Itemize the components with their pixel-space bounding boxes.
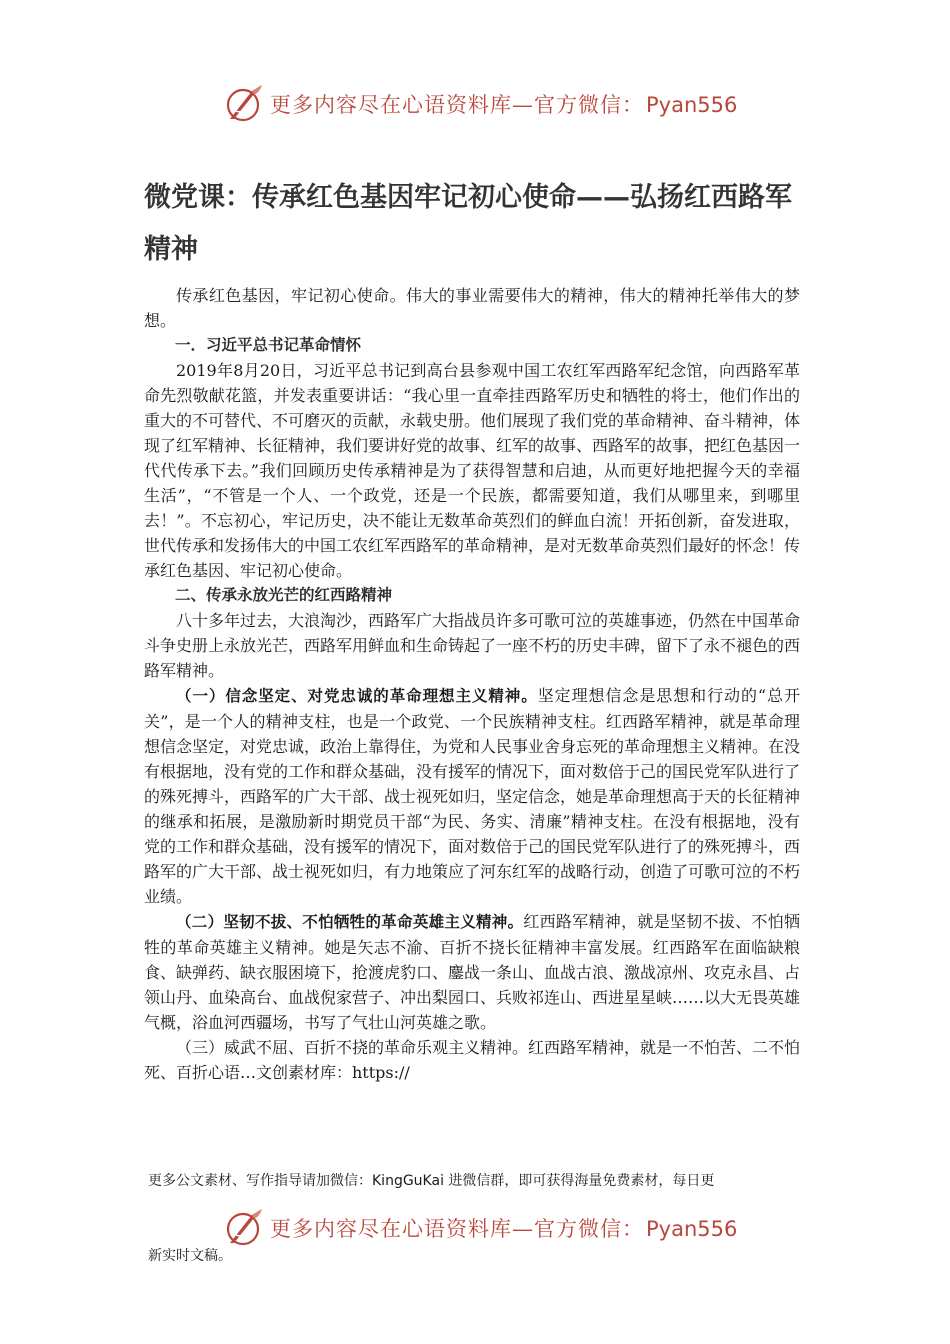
banner-text: 更多内容尽在心语资料库—官方微信：Pyan556 (270, 93, 738, 117)
paragraph-spirit-2: （二）坚韧不拔、不怕牺牲的革命英雄主义精神。红西路军精神，就是坚韧不拔、不怕牺牲的革命英雄主义精神。她是矢志不渝、百折不挠长征精神丰富发展。红西路军在面临缺粮食、缺弹药、缺衣服困境下，抢渡虎豹口、鏖战一条山、血战古浪、激战凉州、攻克永昌、占领山丹、血染高台、血战倪家营子、冲出梨园口、兵败祁连山、西进星星峡……以大无畏英雄气概，浴血河西疆场，书写了气壮山河英雄之歌。 (144, 912, 801, 1032)
quill-pen-logo-icon (222, 1207, 264, 1249)
header-banner (222, 82, 742, 126)
subheading-2: （二）坚韧不拔、不怕牺牲的革命英雄主义精神。 (176, 913, 524, 931)
footer-note: 更多公文素材、写作指导请加微信：KingGuKai 进微信群，即可获得海量免费素材，每日更 (148, 1173, 715, 1189)
banner-text: 更多内容尽在心语资料库—官方微信：Pyan556 (270, 1217, 738, 1241)
paragraph-spirit-1: （一）信念坚定、对党忠诚的革命理想主义精神。坚定理想信念是思想和行动的“总开关”，是一个人的精神支柱，也是一个政党、一个民族精神支柱。红西路军精神，就是革命理想信念坚定，对党忠诚，政治上靠得住，为党和人民事业舍身忘死的革命理想主义精神。在没有根据地，没有党的工作和群众基础，没有援军的情况下，面对数倍于己的国民党军队进行了的殊死搏斗，西路军的广大干部、战士视死如归，坚定信念，她是革命理想高于天的长征精神的继承和拓展，是激励新时期党员干部“为民、务实、清廉”精神支柱。在没有根据地，没有党的工作和群众基础，没有援军的情况下，面对数倍于己的国民党军队进行了的殊死搏斗，西路军的广大干部、战士视死如归，有力地策应了河东红军的战略行动，创造了可歌可泣的不朽业绩。 (144, 686, 801, 906)
subheading-1: （一）信念坚定、对党忠诚的革命理想主义精神。 (176, 687, 538, 705)
paragraph-speech: 2019年8月20日，习近平总书记到高台县参观中国工农红军西路军纪念馆，向西路军革命先烈敬献花篮，并发表重要讲话：“我心里一直牵挂西路军历史和牺牲的将士，他们作出的重大的不可替代、不可磨灭的贡献，永载史册。他们展现了我们党的革命精神、奋斗精神，体现了红军精神、长征精神，我们要讲好党的故事、红军的故事、西路军的故事，把红色基因一代代传承下去。”我们回顾历史传承精神是为了获得智慧和启迪，从而更好地把握今天的幸福生活”，“不管是一个人、一个政党，还是一个民族，都需要知道，我们从哪里来，到哪里去！”。不忘初心，牢记历史，决不能让无数革命英烈们的鲜血白流！开拓创新，奋发进取，世代传承和发扬伟大的中国工农红军西路军的革命精神，是对无数革命英烈们最好的怀念！传承红色基因、牢记初心使命。 (144, 361, 801, 580)
paragraph-spirit-3: （三）威武不屈、百折不挠的革命乐观主义精神。红西路军精神，就是一不怕苦、二不怕死、百折心语…文创素材库：https:// (144, 1038, 801, 1082)
section-heading-2: 二、传承永放光芒的红西路精神 (175, 586, 393, 604)
section-heading-1: 一．习近平总书记革命情怀 (175, 336, 362, 354)
document-body (144, 283, 800, 1085)
page-title: 微党课：传承红色基因牢记初心使命——弘扬红西路军精神 (144, 182, 792, 265)
footer-tail: 新实时文稿。 (148, 1248, 232, 1264)
footer-banner (222, 1206, 742, 1250)
quill-pen-logo-icon (222, 83, 264, 125)
paragraph-intro: 传承红色基因，牢记初心使命。伟大的事业需要伟大的精神，伟大的精神托举伟大的梦想。 (144, 286, 800, 330)
paragraph-history: 八十多年过去，大浪淘沙，西路军广大指战员许多可歌可泣的英雄事迹，仍然在中国革命斗争史册上永放光芒，西路军用鲜血和生命铸起了一座不朽的历史丰碑，留下了永不褪色的西路军精神。 (144, 611, 801, 680)
